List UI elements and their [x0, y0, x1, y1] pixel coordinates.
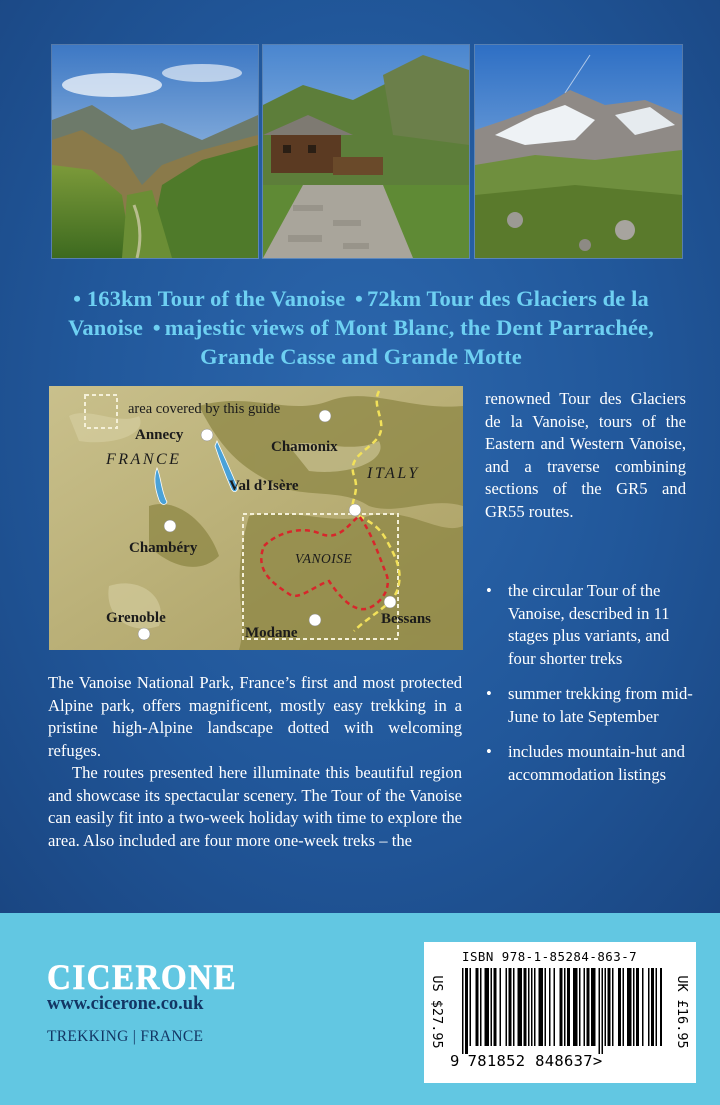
- alpine-refuge-photo: [262, 44, 470, 259]
- barcode-bars: [462, 968, 662, 1054]
- barcode-bar: [567, 968, 570, 1046]
- place-dot-bessans: [384, 596, 396, 608]
- barcode-bar: [591, 968, 596, 1046]
- intro-text: [48, 672, 462, 852]
- map-label-grenoble: Grenoble: [106, 610, 166, 626]
- feature-list: [485, 580, 695, 799]
- map-label-chamonix: Chamonix: [271, 439, 338, 455]
- list-item-text: the circular Tour of the Vanoise, described in 11 stages plus variants, and four shorter treks: [508, 581, 670, 668]
- list-item: [485, 683, 695, 728]
- barcode-bar: [500, 968, 502, 1046]
- map-label-italy: ITALY: [367, 465, 420, 482]
- barcode-bar: [485, 968, 490, 1046]
- barcode-bar: [608, 968, 611, 1046]
- barcode-bar: [494, 968, 497, 1046]
- barcode-bar: [636, 968, 639, 1046]
- map-label-val-disere: Val d’Isère: [229, 478, 299, 494]
- bullet-separator: •: [355, 286, 364, 311]
- glacier-peak-photo: [474, 44, 683, 259]
- barcode-bar: [599, 968, 601, 1054]
- barcode-bar: [506, 968, 508, 1046]
- intro-paragraph-2: The routes presented here illuminate this beautiful region and showcase its spectacular scenery. The Tour of the Vanoise can easily fit into a two-week holiday with time to explore the area. Also included are four more one-week treks – the: [48, 763, 462, 850]
- bullet-marker: •: [486, 684, 492, 703]
- barcode-bar: [539, 968, 544, 1046]
- intro-continued: renowned Tour des Glaciers de la Vanoise, tours of the Eastern and Western Vanoise, and a traverse combining sections of the GR5 and GR55 routes.: [485, 389, 686, 521]
- barcode-bar: [560, 968, 563, 1046]
- list-item-text: includes mountain-hut and accommodation listings: [508, 742, 685, 784]
- list-item-text: summer trekking from mid-June to late September: [508, 684, 693, 726]
- barcode-bar: [491, 968, 493, 1046]
- barcode-bar: [480, 968, 482, 1046]
- barcode-bar: [623, 968, 625, 1046]
- barcode-box: [424, 942, 696, 1083]
- intro-paragraph-1: The Vanoise National Park, France’s first and most protected Alpine park, offers magnificent, mostly easy trekking in a pristine high-Alpine landscape dotted with welcoming refuges.: [48, 673, 462, 760]
- barcode-digits-left: 781852: [467, 1052, 526, 1070]
- bullet-separator: •: [152, 315, 161, 340]
- isbn-number: ISBN 978-1-85284-863-7: [462, 949, 638, 964]
- barcode-bar: [528, 968, 530, 1046]
- mountain-valley-photo: [51, 44, 259, 259]
- highlight-views: majestic views of Mont Blanc, the Dent Parrachée, Grande Casse and Grande Motte: [164, 315, 654, 369]
- list-item: [485, 580, 695, 670]
- route-map: [49, 386, 463, 650]
- barcode-bar: [605, 968, 607, 1046]
- barcode-bar: [587, 968, 590, 1046]
- price-us-text: US $27.95: [429, 975, 445, 1049]
- barcode-bar: [518, 968, 523, 1046]
- barcode-bar: [584, 968, 586, 1046]
- bullet-marker: •: [486, 742, 492, 761]
- barcode-bar: [648, 968, 650, 1046]
- barcode-bar: [545, 968, 547, 1046]
- barcode-bar: [642, 968, 644, 1046]
- book-category: TREKKING | FRANCE: [47, 1028, 204, 1045]
- place-dot-annecy: [201, 429, 213, 441]
- barcode-bar: [531, 968, 533, 1046]
- highlight-glaciers-tour: 72km Tour des Glaciers de la Vanoise: [68, 286, 649, 340]
- map-legend-label: area covered by this guide: [128, 401, 281, 417]
- place-dot-grenoble: [138, 628, 150, 640]
- bullet-marker: •: [486, 581, 492, 600]
- publisher-website: www.cicerone.co.uk: [47, 994, 204, 1014]
- barcode-bar: [549, 968, 551, 1046]
- barcode-bar: [579, 968, 581, 1046]
- barcode-digits-right: 848637: [535, 1052, 593, 1070]
- barcode-bar: [470, 968, 472, 1046]
- barcode-bar: [602, 968, 604, 1054]
- barcode-bar: [612, 968, 614, 1046]
- barcode-digit-tail: >: [592, 1052, 603, 1070]
- map-label-vanoise: VANOISE: [295, 551, 353, 566]
- place-dot-val-disere: [349, 504, 361, 516]
- barcode-bar: [573, 968, 578, 1046]
- map-label-annecy: Annecy: [135, 427, 184, 443]
- map-label-france: FRANCE: [106, 451, 182, 468]
- place-dot-chambery: [164, 520, 176, 532]
- price-uk-text: UK £16.95: [674, 975, 690, 1049]
- barcode-digits: [450, 1052, 603, 1070]
- barcode-bar: [524, 968, 527, 1046]
- barcode-bar: [476, 968, 479, 1046]
- price-uk: [673, 950, 691, 1074]
- price-us: [428, 950, 446, 1074]
- barcode-bar: [656, 968, 658, 1046]
- highlight-vanoise-tour: 163km Tour of the Vanoise: [86, 286, 346, 311]
- barcode-bar: [554, 968, 556, 1046]
- highlights: [46, 284, 676, 371]
- list-item: [485, 741, 695, 786]
- barcode-bar: [651, 968, 654, 1046]
- barcode-bar: [660, 968, 662, 1046]
- barcode-bar: [462, 968, 464, 1054]
- barcode-bar: [627, 968, 632, 1046]
- map-label-chambery: Chambéry: [129, 540, 198, 556]
- cicerone-logo: [47, 958, 247, 994]
- bullet-separator: •: [73, 286, 82, 311]
- barcode-bar: [618, 968, 621, 1046]
- map-label-bessans: Bessans: [381, 611, 432, 627]
- barcode-bar: [564, 968, 566, 1046]
- barcode-bar: [513, 968, 515, 1046]
- place-dot-chamonix: [319, 410, 331, 422]
- barcode-bar: [633, 968, 635, 1046]
- place-dot-modane: [309, 614, 321, 626]
- barcode-digit-lead: 9: [450, 1052, 460, 1070]
- barcode-bar: [534, 968, 536, 1046]
- publisher-name: CICERONE: [47, 958, 237, 994]
- barcode-bar: [509, 968, 512, 1046]
- map-label-modane: Modane: [245, 625, 298, 641]
- barcode-bar: [465, 968, 468, 1054]
